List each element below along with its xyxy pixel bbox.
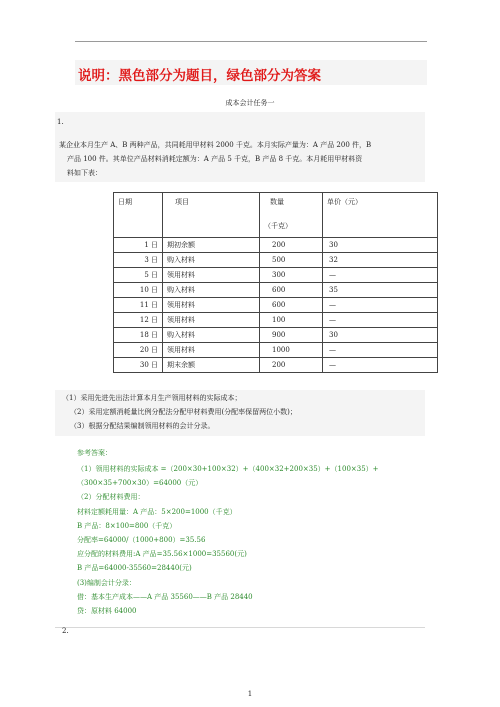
requirement-line: （1）采用先进先出法计算本月生产领用材料的实际成本；: [62, 394, 242, 402]
table-row: [114, 238, 438, 253]
cell-date: 18 日: [114, 328, 163, 343]
cell-qty: 500: [260, 253, 323, 268]
table-row: [114, 268, 438, 283]
cell-price: —: [323, 358, 438, 373]
table-row: [114, 313, 438, 328]
table-body: [114, 238, 438, 373]
table-row: [114, 358, 438, 373]
question-line: 料如下表：: [67, 169, 102, 177]
table-row: [114, 253, 438, 268]
question-number-2: 2.: [62, 627, 69, 635]
table-row: [114, 343, 438, 358]
question-line: 某企业本月生产 A、B 两种产品，共同耗用甲材料 2000 千克。本月实际产量为：A 产品 200 件，B: [59, 141, 372, 149]
cell-item: 期初余额: [163, 238, 260, 253]
cell-price: 30: [323, 238, 438, 253]
cell-date: 12 日: [114, 313, 163, 328]
cell-price: —: [323, 313, 438, 328]
cell-item: 购入材料: [163, 283, 260, 298]
cell-date: 5 日: [114, 268, 163, 283]
cell-item: 购入材料: [163, 253, 260, 268]
page-number: 1: [247, 690, 253, 698]
cell-price: —: [323, 298, 438, 313]
cell-date: 1 日: [114, 238, 163, 253]
cell-price: —: [323, 343, 438, 358]
cell-qty: 600: [260, 283, 323, 298]
header-item: 项目: [163, 193, 260, 238]
cell-qty: 900: [260, 328, 323, 343]
material-table: [113, 192, 438, 373]
answer-line: (3)编制会计分录：: [77, 578, 136, 587]
header-qty: [260, 193, 323, 238]
cell-date: 20 日: [114, 343, 163, 358]
answer-line: 分配率=64000/（1000+800）=35.56: [77, 536, 206, 544]
cell-date: 11 日: [114, 298, 163, 313]
cell-price: —: [323, 268, 438, 283]
header-price: 单价（元）: [323, 193, 438, 238]
header-rule: [75, 41, 427, 42]
cell-date: 3 日: [114, 253, 163, 268]
answer-line: B 产品=64000-35560=28440(元): [77, 564, 192, 573]
cell-date: 30 日: [114, 358, 163, 373]
table-row: [114, 283, 438, 298]
page-title: 说明：黑色部分为题目，绿色部分为答案: [78, 68, 321, 84]
cell-item: 购入材料: [163, 328, 260, 343]
cell-item: 期末余额: [163, 358, 260, 373]
cell-price: 35: [323, 283, 438, 298]
table-row: [114, 298, 438, 313]
cell-qty: 100: [260, 313, 323, 328]
cell-qty: 1000: [260, 343, 323, 358]
cell-qty: 600: [260, 298, 323, 313]
section-rule: [55, 627, 425, 628]
answer-line: 贷：原材料 64000: [77, 607, 137, 615]
cell-price: 32: [323, 253, 438, 268]
answer-line: 借：基本生产成本——A 产品 35560——B 产品 28440: [77, 592, 253, 601]
cell-item: 领用材料: [163, 313, 260, 328]
table-row: [114, 328, 438, 343]
cell-item: 领用材料: [163, 298, 260, 313]
cell-item: 领用材料: [163, 268, 260, 283]
answer-line: （1）领用材料的实际成本 =（200×30+100×32）+（400×32+200×35）+（100×35）+: [77, 465, 379, 473]
answer-line: （300×35+700×30）=64000（元）: [77, 479, 203, 488]
question-number-1: 1.: [57, 118, 64, 126]
answer-line: （2）分配材料费用：: [77, 493, 145, 502]
header-qty-unit: （千克）: [264, 222, 292, 230]
answer-label: 参考答案：: [77, 449, 112, 457]
doc-subtitle: 成本会计任务一: [225, 99, 275, 107]
header-date: 日期: [114, 193, 163, 238]
answer-line: 应分配的材料费用:A 产品=35.56×1000=35560(元): [77, 550, 247, 559]
cell-date: 10 日: [114, 283, 163, 298]
answer-line: 材料定额耗用量：A 产品：5×200=1000（千克）: [77, 507, 237, 516]
table-header-row: [114, 193, 438, 238]
cell-qty: 200: [260, 358, 323, 373]
cell-price: 30: [323, 328, 438, 343]
question-line: 产品 100 件。其单位产品材料消耗定额为：A 产品 5 千克，B 产品 8 千克。本月耗用甲材料资: [67, 155, 363, 163]
requirement-line: （3）根据分配结果编制领用材料的会计分录。: [70, 422, 215, 430]
requirement-line: （2）采用定额消耗量比例分配法分配甲材料费用(分配率保留两位小数)；: [70, 408, 297, 416]
cell-qty: 300: [260, 268, 323, 283]
cell-item: 领用材料: [163, 343, 260, 358]
header-qty-label: 数量: [270, 198, 284, 206]
answer-line: B 产品：8×100=800（千克）: [77, 521, 177, 530]
cell-qty: 200: [260, 238, 323, 253]
